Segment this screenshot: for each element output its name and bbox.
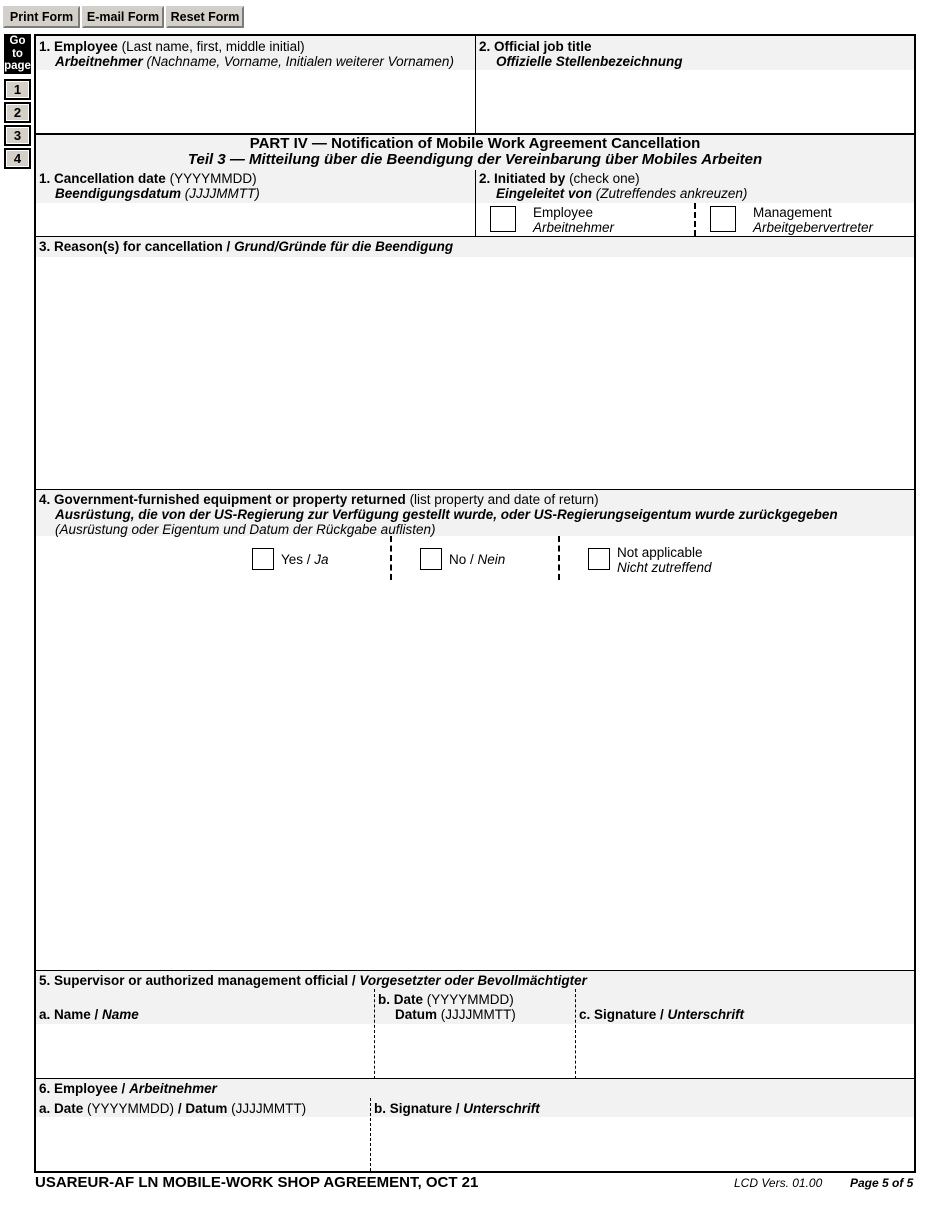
divider	[694, 203, 696, 236]
cancellation-num: 1.	[39, 171, 51, 186]
supervisor-date-hint: (YYYYMMDD)	[426, 992, 514, 1007]
print-form-button[interactable]: Print Form	[3, 6, 80, 28]
reason-label-de: Grund/Gründe für die Beendigung	[234, 239, 454, 254]
goto-page-2-label: 2	[6, 104, 29, 121]
employee-date-en: a. Date	[39, 1101, 84, 1116]
employee-de-hint: (Nachname, Vorname, Initialen weiterer Vornamen)	[146, 54, 454, 69]
reason-label	[39, 239, 453, 254]
cancellation-label: Cancellation date	[54, 171, 166, 186]
employee-date-de-hint: (JJJJMMTT)	[231, 1101, 307, 1116]
equipment-no-checkbox[interactable]	[420, 548, 442, 570]
equipment-na-label-de: Nicht zutreffend	[617, 560, 712, 575]
equipment-label-de: Ausrüstung, die von der US-Regierung zur Verfügung gestellt wurde, oder US-Regierungseigentum wurde zurückgegeben	[55, 507, 838, 522]
goto-line-2: to	[12, 47, 23, 60]
equipment-yes-en: Yes /	[281, 552, 311, 567]
supervisor-label-de: Vorgesetzter oder Bevollmächtigter	[359, 973, 587, 988]
part-title: PART IV — Notification of Mobile Work Agreement Cancellation	[249, 135, 701, 152]
divider	[390, 536, 392, 580]
employee-signature-field[interactable]	[371, 1117, 914, 1171]
initiated-by-label	[479, 171, 640, 186]
initiated-num: 2.	[479, 171, 491, 186]
divider	[36, 489, 914, 490]
supervisor-date-en: b. Date	[378, 992, 424, 1007]
part-title-de: Teil 3 — Mitteilung über die Beendigung der Vereinbarung über Mobiles Arbeiten	[187, 151, 763, 168]
initiated-management-checkbox[interactable]	[710, 206, 736, 232]
supervisor-name-label	[39, 1007, 139, 1022]
goto-page-4-label: 4	[6, 150, 29, 167]
equipment-no-de: Nein	[477, 552, 506, 567]
goto-page-1-button[interactable]	[4, 79, 31, 100]
supervisor-signature-field[interactable]	[576, 1024, 914, 1078]
supervisor-label	[39, 973, 587, 988]
equipment-label-en: 4. Government-furnished equipment or property returned	[39, 492, 406, 507]
supervisor-date-label-de	[395, 1007, 516, 1022]
initiated-de-label: Eingeleitet von	[496, 186, 593, 201]
employee-section-en: 6. Employee /	[39, 1081, 126, 1096]
equipment-na-checkbox[interactable]	[588, 548, 610, 570]
employee-name-field[interactable]	[36, 70, 475, 133]
initiated-label: Initiated by	[494, 171, 566, 186]
employee-hint: (Last name, first, middle initial)	[121, 39, 305, 54]
divider	[36, 970, 914, 971]
employee-section-de: Arbeitnehmer	[129, 1081, 217, 1096]
email-form-button[interactable]: E-mail Form	[82, 6, 164, 28]
supervisor-date-de: Datum	[395, 1007, 438, 1022]
job-title-label	[479, 39, 592, 54]
cancellation-date-field[interactable]	[36, 203, 475, 237]
employee-label: Employee	[54, 39, 118, 54]
supervisor-signature-label	[579, 1007, 744, 1022]
initiated-by-label-de	[496, 186, 747, 201]
job-title-label-de: Offizielle Stellenbezeichnung	[496, 54, 683, 69]
equipment-na-label: Not applicable	[617, 545, 703, 560]
employee-name-label-de	[55, 54, 454, 69]
cancellation-date-label	[39, 171, 257, 186]
cancellation-hint: (YYYYMMDD)	[169, 171, 257, 186]
goto-page-3-label: 3	[6, 127, 29, 144]
initiated-employee-checkbox[interactable]	[490, 206, 516, 232]
equipment-no-label	[449, 552, 505, 567]
supervisor-name-de: Name	[102, 1007, 139, 1022]
equipment-yes-checkbox[interactable]	[252, 548, 274, 570]
employee-date-de: Datum	[185, 1101, 228, 1116]
equipment-field[interactable]	[36, 582, 914, 970]
goto-line-1: Go	[9, 35, 26, 47]
supervisor-date-label	[378, 992, 514, 1007]
initiated-hint: (check one)	[569, 171, 640, 186]
divider	[36, 1078, 914, 1079]
job-title-field[interactable]	[476, 70, 914, 133]
goto-page-3-button[interactable]	[4, 125, 31, 146]
equipment-label	[39, 492, 599, 507]
cancellation-de-label: Beendigungsdatum	[55, 186, 182, 201]
initiated-employee-label-de: Arbeitnehmer	[533, 220, 615, 235]
initiated-management-label: Management	[753, 205, 832, 220]
cancellation-date-label-de	[55, 186, 260, 201]
supervisor-sig-de: Unterschrift	[667, 1007, 745, 1022]
employee-sig-en: b. Signature /	[374, 1101, 460, 1116]
employee-num: 1.	[39, 39, 51, 54]
equipment-yes-label	[281, 552, 329, 567]
equipment-yes-de: Ja	[314, 552, 329, 567]
reset-form-button[interactable]: Reset Form	[166, 6, 244, 28]
goto-page-2-button[interactable]	[4, 102, 31, 123]
supervisor-date-field[interactable]	[375, 1024, 575, 1078]
goto-page-1-label: 1	[6, 81, 29, 98]
reason-label-en: 3. Reason(s) for cancellation /	[39, 239, 231, 254]
initiated-management-label-de: Arbeitgebervertreter	[753, 220, 874, 235]
form-version: LCD Vers. 01.00	[734, 1176, 823, 1190]
employee-date-hint: (YYYYMMDD)	[87, 1101, 175, 1116]
employee-de-label: Arbeitnehmer	[55, 54, 143, 69]
divider	[475, 170, 476, 237]
supervisor-name-field[interactable]	[36, 1024, 374, 1078]
goto-page-4-button[interactable]	[4, 148, 31, 169]
goto-page-label	[4, 34, 31, 74]
employee-date-slash: /	[177, 1101, 182, 1116]
employee-signature-label	[374, 1101, 540, 1116]
equipment-hint-de: (Ausrüstung oder Eigentum und Datum der Rückgabe auflisten)	[55, 522, 436, 537]
supervisor-date-de-hint: (JJJJMMTT)	[440, 1007, 516, 1022]
equipment-hint: (list property and date of return)	[409, 492, 599, 507]
equipment-no-en: No /	[449, 552, 474, 567]
employee-date-label	[39, 1101, 306, 1116]
initiated-employee-label: Employee	[533, 205, 594, 220]
employee-date-field[interactable]	[36, 1117, 370, 1171]
divider	[36, 236, 914, 237]
job-label: Official job title	[494, 39, 592, 54]
job-num: 2.	[479, 39, 491, 54]
supervisor-sig-en: c. Signature /	[579, 1007, 664, 1022]
employee-name-label	[39, 39, 305, 54]
reason-field[interactable]	[36, 257, 914, 489]
goto-line-3: page	[4, 60, 31, 72]
page-number: Page 5 of 5	[850, 1176, 914, 1190]
cancellation-de-hint: (JJJJMMTT)	[184, 186, 260, 201]
supervisor-name-en: a. Name /	[39, 1007, 99, 1022]
employee-section-label	[39, 1081, 217, 1096]
form-title: USAREUR-AF LN MOBILE-WORK SHOP AGREEMENT, OCT 21	[35, 1174, 479, 1191]
initiated-de-hint: (Zutreffendes ankreuzen)	[595, 186, 748, 201]
divider	[558, 536, 560, 580]
employee-sig-de: Unterschrift	[463, 1101, 540, 1116]
supervisor-label-en: 5. Supervisor or authorized management official /	[39, 973, 356, 988]
form-page	[34, 34, 916, 1173]
